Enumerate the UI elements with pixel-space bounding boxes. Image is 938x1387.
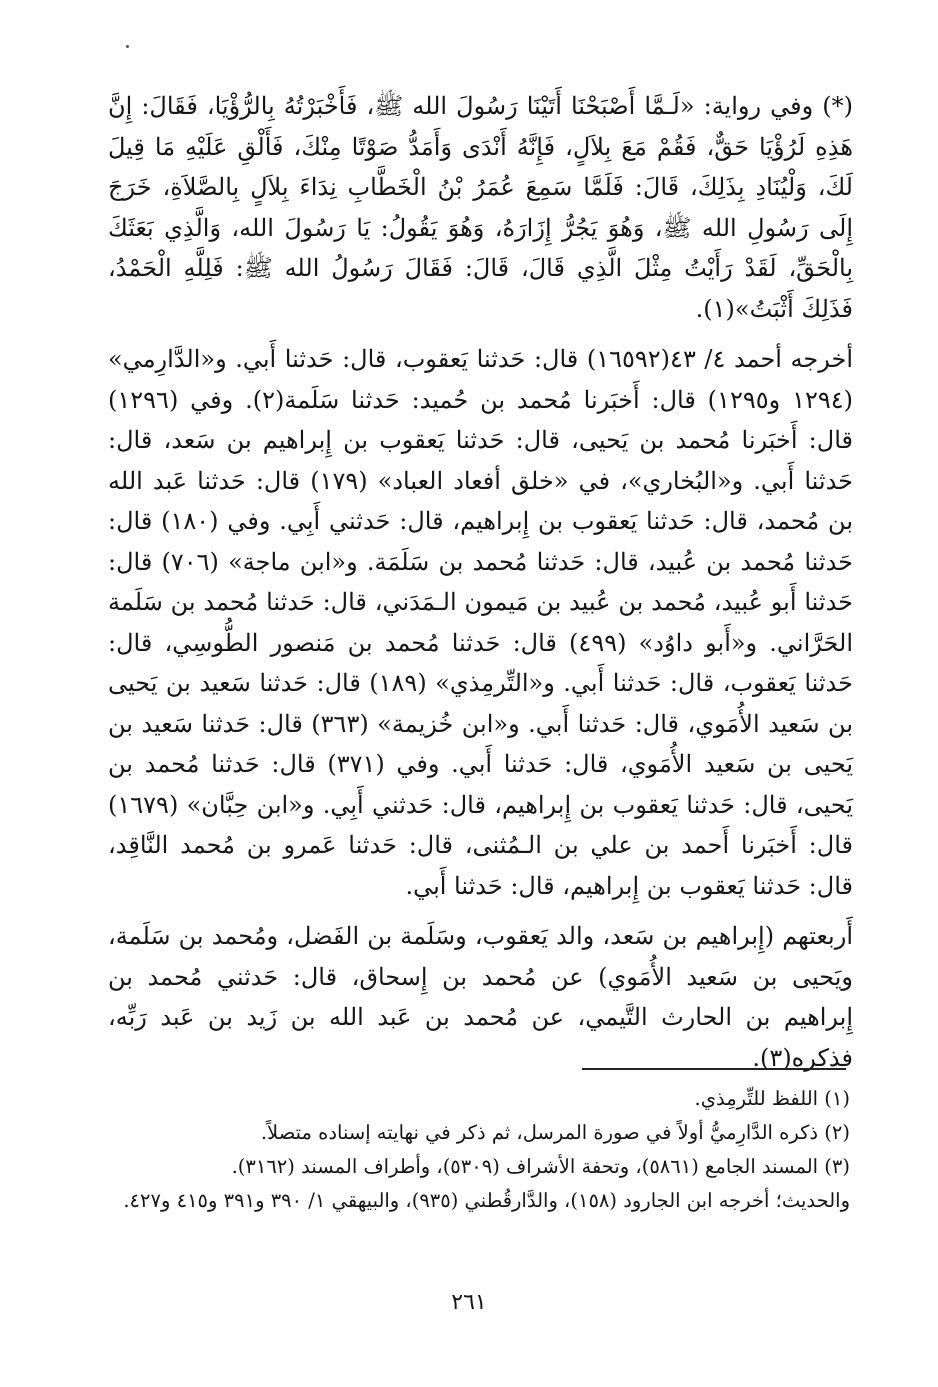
paragraph-isnad-summary: أَربعتهم (إِبراهيم بن سَعد، والد يَعقوب، وسَلَمة بن الفَضل، ومُحمد بن سَلَمة، ويَحيى بن سَعيد الأُمَوي) عن مُحمد بن إِسحاق، قال: حَدثني مُحمد بن إِبراهيم بن الحارث التَّيمي، عن مُحمد بن عَبد الله بن زَيد بن عَبد رَبِّه، فذكره(٣). [108,922,853,1072]
footnote-1: (١) اللفظ للتِّرمِذي. [694,1087,850,1110]
footnote-3: (٣) المسند الجامع (٥٨٦١)، وتحفة الأشراف (٥٣٠٩)، وأطراف المسند (٣١٦٢). [231,1155,850,1178]
footnote-3-continuation: والحديث؛ أخرجه ابن الجارود (١٥٨)، والدَّارقُطني (٩٣٥)، والبيهقي ١/ ٣٩٠ و٣٩١ و٤١٥ و٤٢٧. [123,1189,850,1212]
footnote-2: (٢) ذكره الدَّارِميُّ أولاً في صورة المرسل، ثم ذكر في نهايته إسناده متصلاً. [260,1121,850,1144]
main-text [108,86,853,1078]
page-number: ٢٦١ [451,1290,487,1315]
scan-speck [126,45,129,48]
paragraph-hadith-variant: (*) وفي رواية: «لَـمَّا أَصْبَحْنَا أَتَيْنَا رَسُولَ الله ﷺ، فَأَخْبَرْتُهُ بِالرُّؤْيَا، فَقَالَ: إِنَّ هَذِهِ لَرُؤْيَا حَقٌّ، فَقُمْ مَعَ بِلاَلٍ، فَإِنَّهُ أَنْدَى وَأَمَدُّ صَوْتًا مِنْكَ، فَأَلْقِ عَلَيْهِ مَا قِيلَ لَكَ، وَلْيُنَادِ بِذَلِكَ، قَالَ: فَلَمَّا سَمِعَ عُمَرُ بْنُ الْخَطَّابِ نِدَاءَ بِلاَلٍ بِالصَّلاَةِ، خَرَجَ إِلَى رَسُولِ الله ﷺ، وَهُوَ يَجُرُّ إِزَارَهُ، وَهُوَ يَقُولُ: يَا رَسُولَ الله، وَالَّذِي بَعَثَكَ بِالْحَقِّ، لَقَدْ رَأَيْتُ مِثْلَ الَّذِي قَالَ، قَالَ: فَقَالَ رَسُولُ الله ﷺ: فَلِلَّهِ الْحَمْدُ، فَذَلِكَ أَثْبَتُ»(١). [108,92,853,323]
footnotes [104,1082,850,1218]
footnote-separator [582,1068,846,1070]
paragraph-takhrij: أخرجه أحمد ٤/ ٤٣(١٦٥٩٢) قال: حَدثنا يَعقوب، قال: حَدثنا أَبي. و«الدَّارِمي» (١٢٩٤ و١٢٩٥) قال: أَخبَرنا مُحمد بن حُميد: حَدثنا سَلَمة(٢). وفي (١٢٩٦) قال: أَخبَرنا مُحمد بن يَحيى، قال: حَدثنا يَعقوب بن إِبراهيم بن سَعد، قال: حَدثنا أَبي. و«البُخاري»، في «خلق أفعاد العباد» (١٧٩) قال: حَدثنا عَبد الله بن مُحمد، قال: حَدثنا يَعقوب بن إِبراهيم، قال: حَدثني أَبِي. وفي (١٨٠) قال: حَدثنا مُحمد بن عُبيد، قال: حَدثنا مُحمد بن سَلَمَة. و«ابن ماجة» (٧٠٦) قال: حَدثنا أَبو عُبيد، مُحمد بن عُبيد بن مَيمون الـمَدَني، قال: حَدثنا مُحمد بن سَلَمة الحَرَّاني. و«أَبو داوُد» (٤٩٩) قال: حَدثنا مُحمد بن مَنصور الطُّوسِي، قال: حَدثنا يَعقوب، قال: حَدثنا أَبي. و«التِّرمِذي» (١٨٩) قال: حَدثنا سَعيد بن يَحيى بن سَعيد الأُمَوي، قال: حَدثنا أَبي. و«ابن خُزيمة» (٣٦٣) قال: حَدثنا سَعيد بن يَحيى بن سَعيد الأُمَوي، قال: حَدثنا أَبي. وفي (٣٧١) قال: حَدثنا مُحمد بن يَحيى، قال: حَدثنا يَعقوب بن إِبراهيم، قال: حَدثني أَبِي. و«ابن حِبَّان» (١٦٧٩) قال: أَخبَرنا أَحمد بن علي بن الـمُثنى، قال: حَدثنا عَمرو بن مُحمد النَّاقِد، قال: حَدثنا يَعقوب بن إِبراهيم، قال: حَدثنا أَبي. [108,345,854,900]
